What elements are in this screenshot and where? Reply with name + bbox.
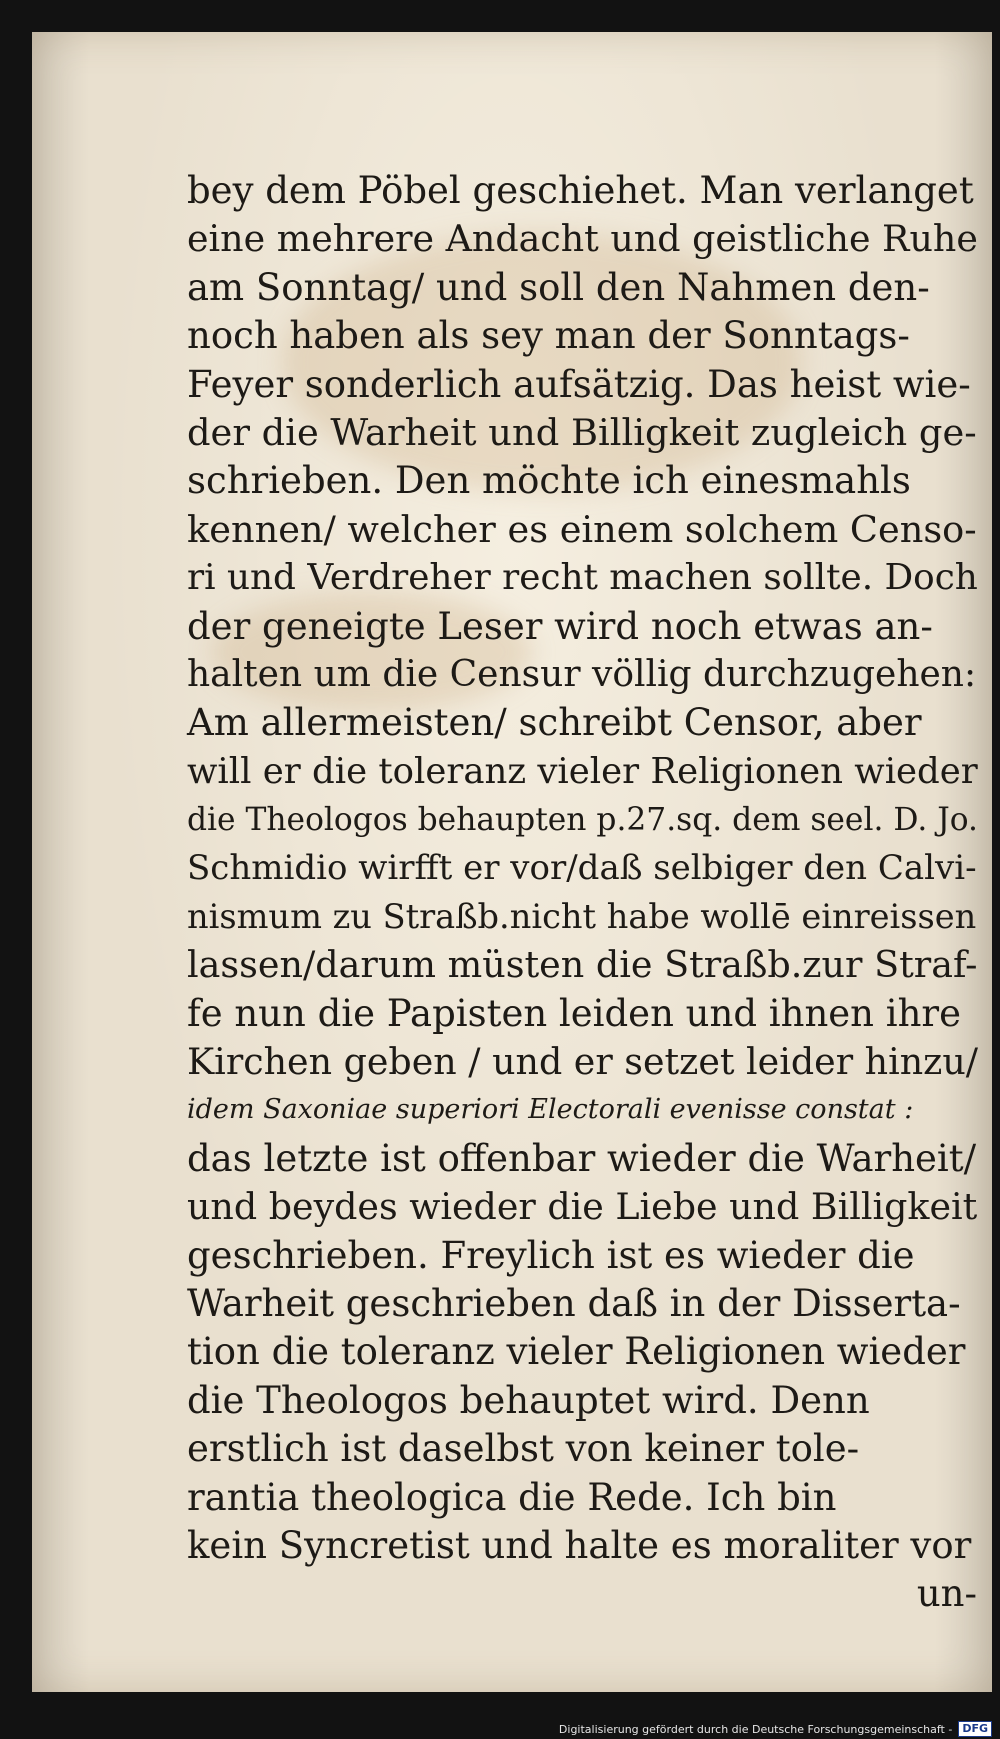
- text-line: geschrieben. Freylich ist es wieder die: [187, 1233, 915, 1277]
- text-line: Feyer sonderlich aufsätzig. Das heist wie-: [187, 362, 971, 406]
- dfg-logo: DFG: [958, 1721, 992, 1737]
- text-line: ri und Verdreher recht machen sollte. Doch: [187, 557, 978, 599]
- text-line-latin: idem Saxoniae superiori Electorali evenisse constat :: [187, 1094, 914, 1126]
- text-line: erstlich ist daselbst von keiner tole-: [187, 1427, 860, 1471]
- text-line: halten um die Censur völlig durchzugehen:: [187, 653, 977, 695]
- text-line: Kirchen geben / und er setzet leider hinzu/: [187, 1040, 979, 1084]
- text-line: das letzte ist offenbar wieder die Warheit/: [187, 1136, 977, 1180]
- text-line: bey dem Pöbel geschiehet. Man verlanget: [187, 169, 974, 212]
- text-line: der die Warheit und Billigkeit zugleich ge-: [187, 410, 977, 454]
- text-line: fe nun die Papisten leiden und ihnen ihre: [187, 991, 962, 1035]
- credit-text: Digitalisierung gefördert durch die Deutsche Forschungsgemeinschaft -: [558, 1722, 953, 1736]
- text-line: kein Syncretist und halte es moraliter vor: [187, 1523, 972, 1567]
- text-line: rantia theologica die Rede. Ich bin: [187, 1475, 837, 1519]
- text-line: und beydes wieder die Liebe und Billigkeit: [187, 1185, 978, 1229]
- text-line: tion die toleranz vieler Religionen wieder: [187, 1330, 966, 1374]
- page-text: [187, 167, 977, 1619]
- text-line: am Sonntag/ und soll den Nahmen den-: [187, 265, 930, 309]
- text-line: lassen/darum müsten die Straßb.zur Straf-: [187, 943, 978, 987]
- text-line: die Theologos behaupten p.27.sq. dem seel. D. Jo.: [187, 802, 979, 839]
- text-line: eine mehrere Andacht und geistliche Ruhe: [187, 217, 978, 261]
- digitization-credit: [559, 1721, 992, 1737]
- text-line: Am allermeisten/ schreibt Censor, aber: [187, 701, 922, 745]
- book-page: [32, 32, 992, 1692]
- text-line: Schmidio wirfft er vor/daß selbiger den Calvi-: [187, 848, 977, 889]
- catchword: un-: [916, 1572, 977, 1616]
- text-line: nismum zu Straßb.nicht habe wollē einreissen: [187, 896, 977, 936]
- text-line: kennen/ welcher es einem solchem Censo-: [187, 507, 977, 551]
- text-line: noch haben als sey man der Sonntags-: [187, 314, 910, 358]
- text-line: Warheit geschrieben daß in der Disserta-: [187, 1281, 961, 1325]
- text-line: der geneigte Leser wird noch etwas an-: [187, 604, 933, 648]
- text-line: schrieben. Den möchte ich einesmahls: [187, 459, 911, 503]
- text-line: die Theologos behauptet wird. Denn: [187, 1378, 870, 1422]
- text-line: will er die toleranz vieler Religionen wieder: [187, 750, 978, 792]
